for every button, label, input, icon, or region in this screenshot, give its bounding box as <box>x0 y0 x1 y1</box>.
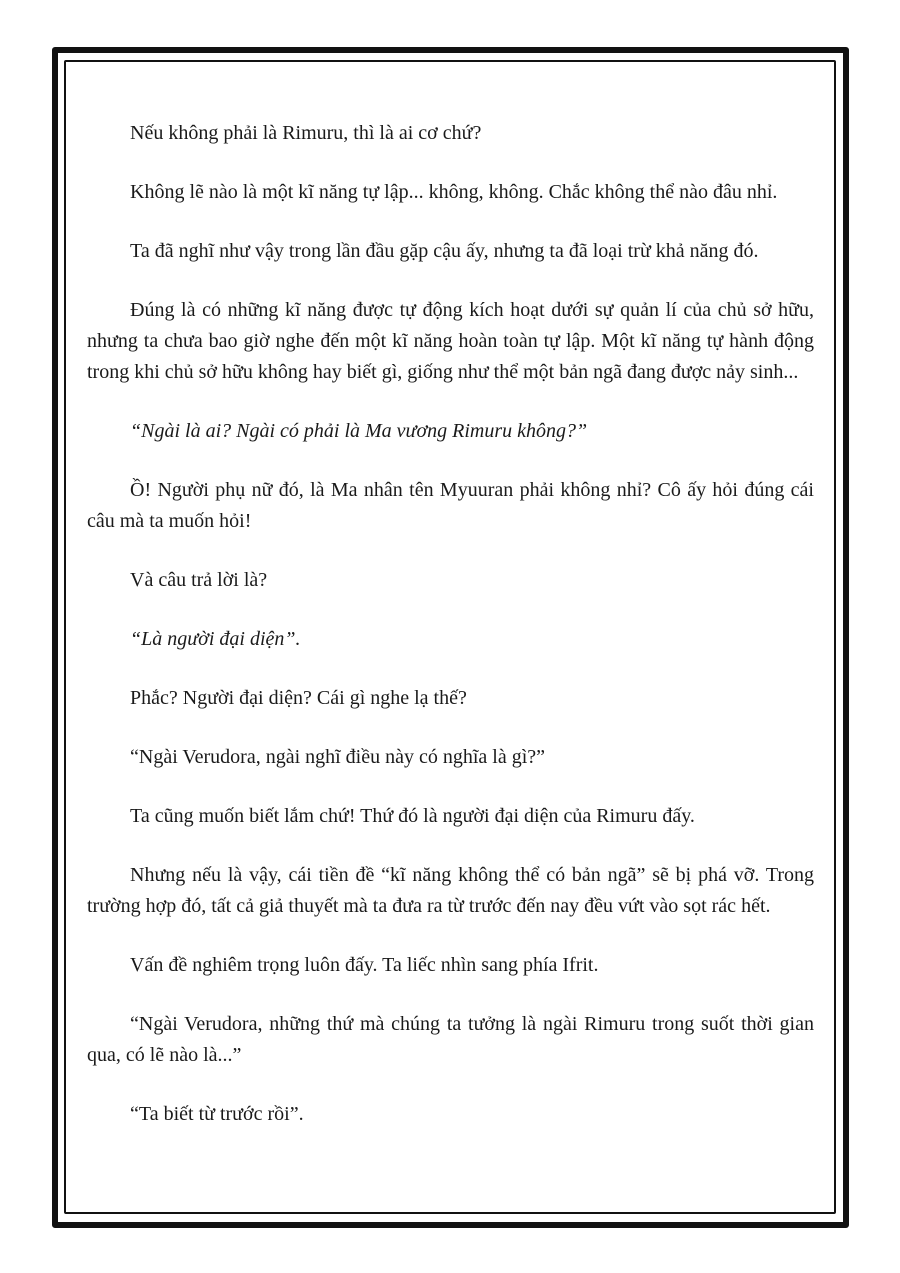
paragraph: “Ngài Verudora, ngài nghĩ điều này có nghĩa là gì?” <box>130 746 546 768</box>
paragraph-italic: “Ngài là ai? Ngài có phải là Ma vương Rimuru không?” <box>130 420 588 442</box>
paragraph: “Ta biết từ trước rồi”. <box>130 1103 304 1125</box>
paragraph: Ồ! Người phụ nữ đó, là Ma nhân tên Myuuran phải không nhỉ? Cô ấy hỏi đúng cái câu mà ta muốn hỏi! <box>87 479 814 532</box>
paragraph: Vấn đề nghiêm trọng luôn đấy. Ta liếc nhìn sang phía Ifrit. <box>130 954 599 976</box>
paragraph: “Ngài Verudora, những thứ mà chúng ta tưởng là ngài Rimuru trong suốt thời gian qua, có lẽ nào là...” <box>87 1013 814 1066</box>
paragraph: Và câu trả lời là? <box>130 569 268 591</box>
paragraph: Nếu không phải là Rimuru, thì là ai cơ chứ? <box>130 122 482 144</box>
paragraph: Đúng là có những kĩ năng được tự động kích hoạt dưới sự quản lí của chủ sở hữu, nhưng ta chưa bao giờ nghe đến một kĩ năng hoàn toàn tự lập. Một kĩ năng tự hành động trong khi chủ sở hữu không hay biết gì, giống như thể một bản ngã đang được nảy sinh... <box>87 299 814 383</box>
paragraph: Không lẽ nào là một kĩ năng tự lập... không, không. Chắc không thể nào đâu nhỉ. <box>130 181 778 203</box>
paragraph: Ta đã nghĩ như vậy trong lần đầu gặp cậu ấy, nhưng ta đã loại trừ khả năng đó. <box>130 240 759 262</box>
page-text <box>87 118 814 1158</box>
paragraph: Ta cũng muốn biết lắm chứ! Thứ đó là người đại diện của Rimuru đấy. <box>130 805 695 827</box>
paragraph: Phắc? Người đại diện? Cái gì nghe lạ thế? <box>130 687 467 709</box>
paragraph: Nhưng nếu là vậy, cái tiền đề “kĩ năng không thể có bản ngã” sẽ bị phá vỡ. Trong trường hợp đó, tất cả giả thuyết mà ta đưa ra từ trước đến nay đều vứt vào sọt rác hết. <box>87 864 814 917</box>
paragraph-italic: “Là người đại diện”. <box>130 628 301 650</box>
